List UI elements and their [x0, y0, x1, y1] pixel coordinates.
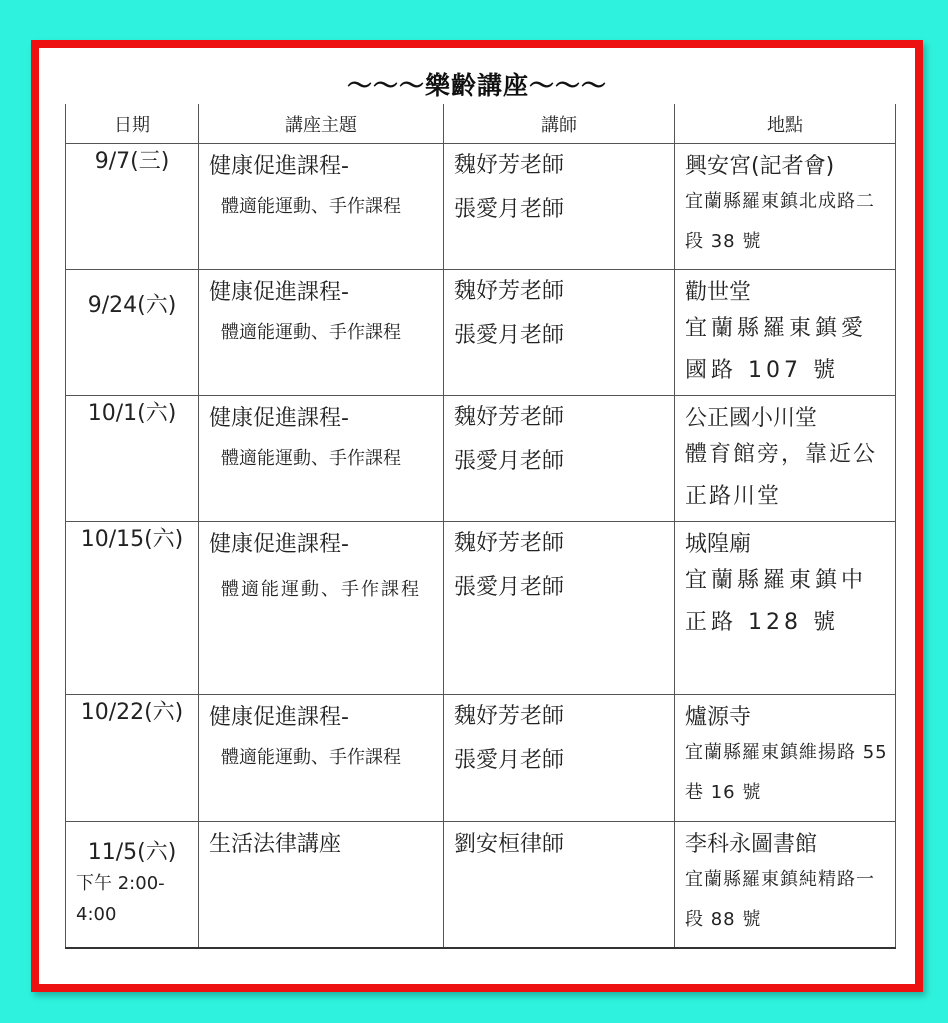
teacher-name: 張愛月老師	[454, 323, 565, 348]
topic-main: 生活法律講座	[209, 832, 342, 857]
topic-sub: 體適能運動、手作課程	[221, 579, 421, 600]
date-text: 10/15(六)	[80, 527, 184, 552]
topic-main: 健康促進課程-	[209, 705, 349, 730]
row-teacher	[444, 396, 675, 522]
row-teacher	[444, 144, 675, 270]
row-place	[675, 396, 896, 522]
row-date	[66, 822, 199, 948]
row-topic	[199, 144, 444, 270]
teacher-name: 魏妤芳老師	[454, 153, 565, 178]
poster-frame	[31, 40, 923, 992]
place-name: 興安宮(記者會)	[685, 154, 835, 179]
row-date	[66, 144, 199, 270]
place-address: 宜蘭縣羅東鎮中正路 128 號	[685, 568, 868, 635]
place-address: 宜蘭縣羅東鎮純精路一段 88 號	[685, 869, 875, 930]
header-place: 地點	[675, 104, 896, 144]
row-date	[66, 270, 199, 396]
teacher-name: 張愛月老師	[454, 197, 565, 222]
date-text: 9/7(三)	[94, 149, 170, 174]
row-place	[675, 822, 896, 948]
place-address: 宜蘭縣羅東鎮北成路二段 38 號	[685, 191, 875, 252]
topic-main: 健康促進課程-	[209, 406, 349, 431]
date-text: 10/1(六)	[87, 401, 177, 426]
row-topic	[199, 522, 444, 695]
row-teacher	[444, 822, 675, 948]
table-row	[66, 144, 896, 270]
row-date	[66, 522, 199, 695]
teacher-name: 魏妤芳老師	[454, 531, 565, 556]
teacher-name: 張愛月老師	[454, 449, 565, 474]
topic-sub: 體適能運動、手作課程	[221, 322, 401, 343]
table-row	[66, 270, 896, 396]
place-name: 李科永圖書館	[685, 832, 818, 857]
table-row	[66, 522, 896, 695]
teacher-name: 劉安桓律師	[454, 832, 565, 857]
teacher-name: 張愛月老師	[454, 748, 565, 773]
teacher-name: 張愛月老師	[454, 575, 565, 600]
poster-title: ～～～樂齡講座～～～	[346, 71, 607, 100]
topic-sub: 體適能運動、手作課程	[221, 448, 401, 469]
header-topic: 講座主題	[199, 104, 444, 144]
place-address: 體育館旁，靠近公正路川堂	[685, 442, 878, 509]
topic-main: 健康促進課程-	[209, 154, 349, 179]
table-header-row	[66, 104, 896, 144]
header-teacher: 講師	[444, 104, 675, 144]
place-name: 爐源寺	[685, 705, 752, 730]
teacher-name: 魏妤芳老師	[454, 279, 565, 304]
row-teacher	[444, 695, 675, 822]
row-topic	[199, 822, 444, 948]
place-name: 勸世堂	[685, 280, 752, 305]
place-name: 公正國小川堂	[685, 406, 818, 431]
teacher-name: 魏妤芳老師	[454, 405, 565, 430]
table-row	[66, 822, 896, 948]
time-text: 下午 2:00-4:00	[76, 873, 165, 925]
row-teacher	[444, 522, 675, 695]
date-text: 10/22(六)	[80, 700, 184, 725]
table-row	[66, 396, 896, 522]
schedule-table	[65, 104, 896, 949]
topic-sub: 體適能運動、手作課程	[221, 196, 401, 217]
place-name: 城隍廟	[685, 532, 752, 557]
date-text: 11/5(六)	[87, 840, 177, 865]
row-topic	[199, 396, 444, 522]
row-teacher	[444, 270, 675, 396]
place-address: 宜蘭縣羅東鎮維揚路 55 巷 16 號	[685, 742, 888, 803]
row-place	[675, 522, 896, 695]
table-row	[66, 695, 896, 822]
row-date	[66, 695, 199, 822]
row-date	[66, 396, 199, 522]
date-text: 9/24(六)	[87, 293, 177, 318]
row-place	[675, 695, 896, 822]
row-topic	[199, 695, 444, 822]
teacher-name: 魏妤芳老師	[454, 704, 565, 729]
header-date: 日期	[66, 104, 199, 144]
place-address: 宜蘭縣羅東鎮愛國路 107 號	[685, 316, 868, 383]
topic-sub: 體適能運動、手作課程	[221, 747, 401, 768]
row-place	[675, 144, 896, 270]
row-place	[675, 270, 896, 396]
topic-main: 健康促進課程-	[209, 280, 349, 305]
row-topic	[199, 270, 444, 396]
topic-main: 健康促進課程-	[209, 532, 349, 557]
